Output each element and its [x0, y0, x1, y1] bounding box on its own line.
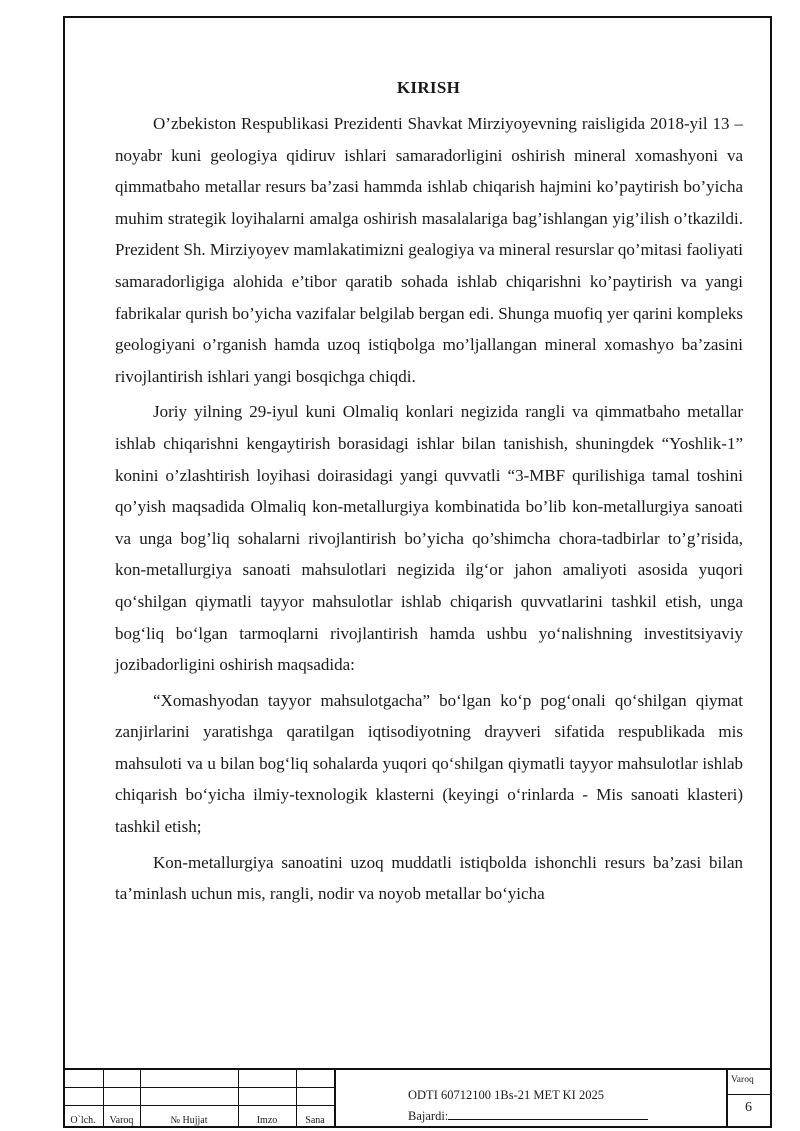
- label-hujjat: № Hujjat: [170, 1115, 208, 1126]
- paragraph: Joriy yilning 29-iyul kuni Olmaliq konlari negizida rangli va qimmatbaho metallar ishlab chiqarishni kengaytirish borasidagi ishlar bilan tanishish, shuningdek “Yoshlik-1” konini o’zlashtirish loyihasi doirasidagi yangi quvvatli “3-MBF qurilishiga tamal toshini qo’yish maqsadida Olmaliq kon-metallurgiya kombinatida bo’lib kon-metallurgiya sanoati va unga bog’liq sohalarni rivojlantirish bo’yicha qo’shimcha chora-tadbirlar to’g’risida, kon-metallurgiya sanoati mahsulotlari negizida ilg‘or jahon amaliyoti asosida yuqori qo‘shilgan qiymatli tayyor mahsulotlar ishlab chiqarish quvvatlarini tashkil etish, unga bog‘liq bo‘lgan tarmoqlarni rivojlantirish hamda ushbu yo‘nalishning investitsiyaviy jozibadorligini oshirish maqsadida:: [115, 402, 743, 675]
- sheet-separator: [727, 1094, 770, 1095]
- paragraph: “Xomashyodan tayyor mahsulotgacha” bo‘lgan ko‘p pog‘onali qo‘shilgan qiymat zanjirlarini yaratishga qaratilgan iqtisodiyotning drayveri sifatida respublikada mis mahsuloti va u bilan bog‘liq sohalarda yuqori qo‘shilgan qiymatli tayyor mahsulotlar ishlab chiqarish bo‘yicha ilmiy-texnologik klasterni (keyingi o‘rinlarda - Mis sanoati klasteri) tashkil etish;: [115, 690, 743, 837]
- paragraph: O’zbekiston Respublikasi Prezidenti Shavkat Mirziyoyevning raisligida 2018-yil 13 – noyabr kuni geologiya qidiruv ishlari samaradorligini oshirish mineral xomashyoni va qimmatbaho metallar resurs ba’zasi hammda ishlab chiqarish hajmini ko’paytirish bo’yicha muhim strategik loyihalarni amalga oshirish masalalariga bag’ishlangan yig’ilish o’tkazildi. Prezident Sh. Mirziyoyev mamlakatimizni gealogiya va mineral resurslar qo’mitasi faoliyati samaradorligiga alohida e’tibor qaratib sohada ishlab chiqarishni ko’paytirish va yangi fabrikalar qurish bo’yicha vazifalar belgilab bergan edi. Shunga muofiq yer qarini kompleks geologiyani o’rganish hamda uzoq istiqbolga mo’ljallangan mineral xomashyo ba’zasini rivojlantirish ishlari yangi bosqichga chiqdi.: [115, 114, 743, 386]
- label-imzo: Imzo: [256, 1115, 278, 1126]
- label-sana: Sana: [305, 1115, 325, 1126]
- bajardi-label: Bajardi:: [408, 1109, 449, 1123]
- bajardi-field: [408, 1107, 648, 1124]
- paragraph: Kon-metallurgiya sanoatini uzoq muddatli istiqbolda ishonchli resurs ba’zasi bilan ta’minlash uchun mis, rangli, nodir va noyob metallar bo‘yicha: [115, 852, 743, 904]
- sheet-col-line: [726, 1070, 728, 1128]
- title-block-col-line: [334, 1070, 336, 1128]
- document-body: [115, 108, 743, 914]
- signature-line: [448, 1107, 648, 1120]
- section-title: KIRISH: [396, 78, 461, 97]
- document-code: ODTI 60712100 1Bs-21 MET KI 2025: [408, 1088, 604, 1102]
- title-block: [63, 1068, 772, 1128]
- label-varoq: Varoq: [109, 1115, 134, 1126]
- sheet-label: Varoq: [731, 1075, 754, 1085]
- label-olch: O`lch.: [70, 1115, 96, 1126]
- page-number: 6: [745, 1100, 752, 1115]
